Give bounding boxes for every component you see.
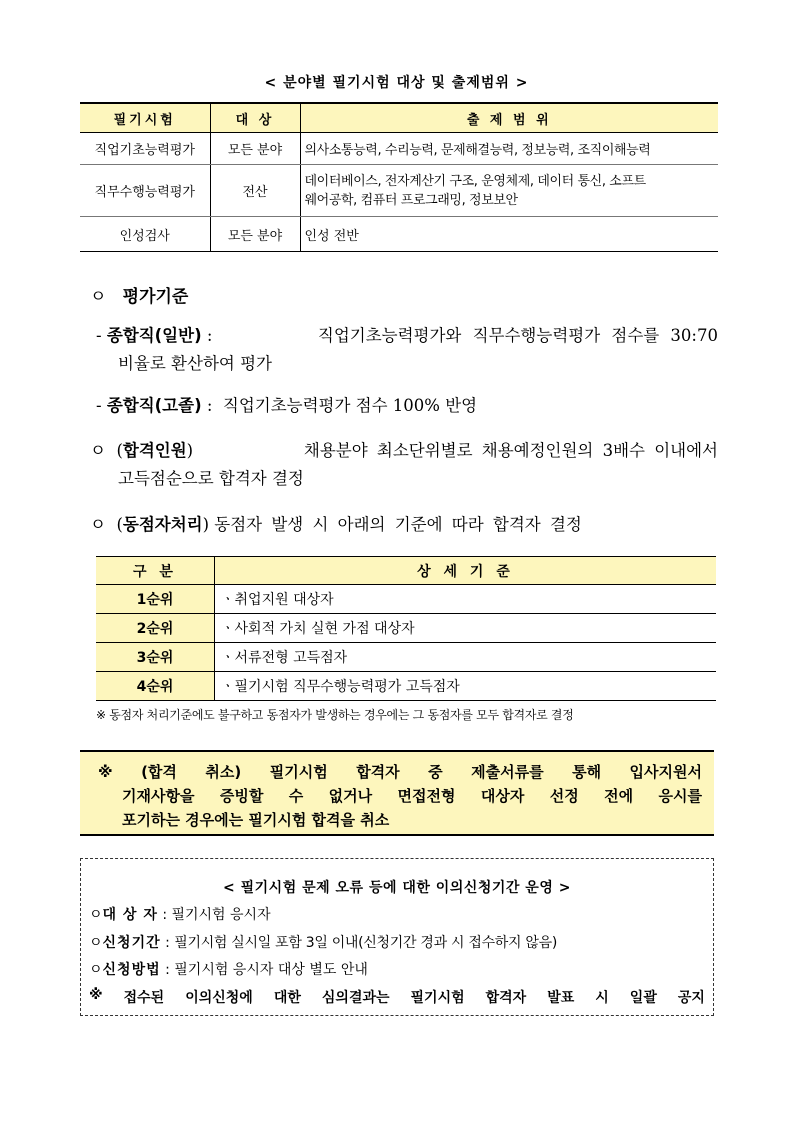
objection-text: 필기시험 응시자: [171, 907, 271, 923]
colon-text: :: [162, 907, 168, 923]
cancellation-line3: 포기하는 경우에는 필기시험 합격을 취소: [122, 811, 390, 829]
pass-count-section: [90, 437, 718, 493]
bullet-icon: ㅇ: [89, 962, 103, 978]
target-cell: 모든 분야: [210, 133, 300, 165]
pass-count-text-line2: 고득점순으로 합격자 결정: [118, 469, 304, 488]
scope-cell: 인성 전반: [300, 217, 718, 252]
word: 필기시험: [269, 763, 328, 781]
objection-box: [80, 858, 714, 1016]
objection-item-period: [89, 932, 557, 952]
exam-cell: 직무수행능력평가: [80, 165, 210, 217]
scope-cell: [300, 165, 718, 217]
word: 대한: [273, 990, 301, 1006]
cancellation-line2: [98, 784, 702, 808]
word: 없거나: [328, 787, 373, 805]
general-text-line2: 비율로 환산하여 평가: [118, 354, 272, 373]
table-header-row: [96, 557, 716, 585]
table-row: [80, 133, 718, 165]
header-detail: 상 세 기 준: [215, 557, 717, 585]
word: 면접전형: [397, 787, 456, 805]
word: 제출서류를: [471, 763, 544, 781]
objection-final-notice: [89, 987, 705, 1007]
word: ※: [98, 763, 113, 781]
evaluation-heading: [90, 283, 188, 311]
pass-count-line1: ㅇ (합격인원) 채용분야 최소단위별로 채용예정인원의 3배수 이내에서: [90, 437, 718, 465]
colon-text: :: [206, 326, 213, 345]
word: 접수된: [123, 990, 165, 1006]
detail-cell: ㆍ필기시험 직무수행능력평가 고득점자: [215, 672, 717, 701]
detail-cell: ㆍ서류전형 고득점자: [215, 643, 717, 672]
word: 전에: [604, 787, 634, 805]
highschool-criteria: [96, 392, 477, 420]
word: 기재사항을: [122, 787, 195, 805]
word: 입사지원서: [629, 763, 702, 781]
cancellation-line1: [98, 760, 702, 784]
pass-count-text-line1: 채용분야 최소단위별로 채용예정인원의 3배수 이내에서: [303, 441, 718, 460]
colon-text: :: [165, 935, 170, 951]
detail-cell: ㆍ취업지원 대상자: [215, 585, 717, 614]
table-row: [96, 672, 716, 701]
word: 발표: [547, 990, 575, 1006]
table-header-row: [80, 103, 718, 133]
rank-cell: 2순위: [96, 614, 215, 643]
target-cell: 모든 분야: [210, 217, 300, 252]
highschool-text: 직업기초능력평가 점수 100% 반영: [222, 396, 478, 415]
tie-handling-label: 동점자처리: [122, 515, 203, 534]
word: 합격자: [485, 990, 527, 1006]
word: 선정: [549, 787, 579, 805]
bullet-icon: ㅇ: [90, 287, 107, 307]
scope-line-2: 웨어공학, 컴퓨터 프로그래밍, 정보보안: [304, 192, 518, 208]
rank-cell: 3순위: [96, 643, 215, 672]
word: 응시를: [658, 787, 702, 805]
dash-icon: -: [96, 326, 102, 345]
cancellation-notice: [80, 750, 714, 836]
word: 이의신청에: [185, 990, 253, 1006]
bullet-icon: ㅇ: [90, 441, 106, 460]
scope-cell: 의사소통능력, 수리능력, 문제해결능력, 정보능력, 조직이해능력: [300, 133, 718, 165]
tie-handling-text: 동점자 발생 시 아래의 기준에 따라 합격자 결정: [214, 515, 582, 534]
general-criteria: [96, 322, 718, 378]
word: 취소): [205, 763, 242, 781]
table-row: [96, 614, 716, 643]
word: 수: [288, 787, 304, 805]
objection-text: 필기시험 응시자 대상 별도 안내: [174, 962, 368, 978]
word: (합격: [141, 763, 177, 781]
objection-item-target: [89, 904, 271, 924]
table-row: [80, 165, 718, 217]
header-rank: 구 분: [96, 557, 215, 585]
word: 심의결과는: [321, 990, 390, 1006]
word: 시: [595, 990, 609, 1006]
bullet-icon: ㅇ: [89, 935, 103, 951]
tie-handling-section: ㅇ (동점자처리) 동점자 발생 시 아래의 기준에 따라 합격자 결정: [90, 515, 582, 534]
rank-cell: 1순위: [96, 585, 215, 614]
general-criteria-line1: [96, 322, 718, 350]
objection-label: 대 상 자: [102, 907, 158, 923]
bullet-icon: ㅇ: [89, 907, 103, 923]
objection-title: < 필기시험 문제 오류 등에 대한 이의신청기간 운영 >: [223, 880, 571, 896]
objection-text: 필기시험 실시일 포함 3일 이내(신청기간 경과 시 접수하지 않음): [174, 935, 557, 951]
exam-scope-table: [80, 102, 718, 252]
word: 합격자: [356, 763, 400, 781]
word: 증빙할: [219, 787, 264, 805]
word: ※: [89, 987, 103, 1003]
header-target: 대 상: [210, 103, 300, 133]
general-label: 종합직(일반): [106, 326, 202, 345]
tie-note: ※ 동점자 처리기준에도 불구하고 동점자가 발생하는 경우에는 그 동점자를 모두 합격자로 결정: [96, 708, 574, 722]
document-title: < 분야별 필기시험 대상 및 출제범위 >: [264, 75, 529, 91]
scope-line-1: 데이터베이스, 전자계산기 구조, 운영체제, 데이터 통신, 소프트: [304, 173, 646, 189]
word: 일괄: [629, 990, 657, 1006]
detail-cell: ㆍ사회적 가치 실현 가점 대상자: [215, 614, 717, 643]
table-row: [96, 585, 716, 614]
header-scope: 출 제 범 위: [300, 103, 718, 133]
header-exam: 필기시험: [80, 103, 210, 133]
general-text-line1: 직업기초능력평가와 직무수행능력평가 점수를 30:70: [317, 326, 718, 345]
word: 필기시험: [410, 990, 465, 1006]
table-row: [80, 217, 718, 252]
objection-item-method: [89, 959, 368, 979]
pass-count-label: 합격인원: [122, 441, 187, 460]
exam-cell: 인성검사: [80, 217, 210, 252]
exam-cell: 직업기초능력평가: [80, 133, 210, 165]
highschool-label: 종합직(고졸): [106, 396, 202, 415]
evaluation-heading-label: 평가기준: [122, 287, 189, 307]
word: 중: [428, 763, 443, 781]
bullet-icon: ㅇ: [90, 515, 106, 534]
target-cell: 전산: [210, 165, 300, 217]
word: 공지: [677, 990, 705, 1006]
rank-cell: 4순위: [96, 672, 215, 701]
word: 통해: [572, 763, 602, 781]
word: 대상자: [480, 787, 525, 805]
colon-text: :: [165, 962, 170, 978]
tie-criteria-table: [96, 556, 716, 701]
table-row: [96, 643, 716, 672]
objection-label: 신청방법: [102, 962, 161, 978]
colon-text: :: [206, 396, 213, 415]
objection-label: 신청기간: [102, 935, 161, 951]
dash-icon: -: [96, 396, 102, 415]
